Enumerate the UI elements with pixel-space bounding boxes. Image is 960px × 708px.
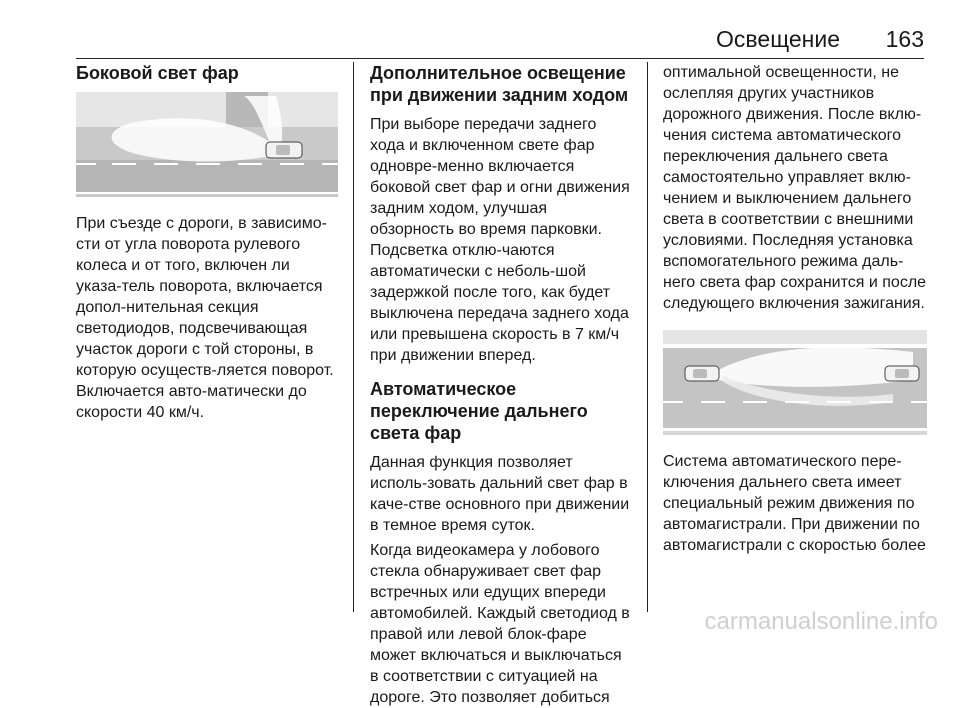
cornering-light-text: При съезде с дороги, в зависимо-сти от угла поворота рулевого колеса и от того, включен ли указа-тель поворота, включается допол-нительная секция светодиодов, подсвечивающая участок дороги с той стороны, в которую осуществ-ляется поворот. Включается авто-матически до скорости 40 км/ч. bbox=[76, 215, 334, 421]
motorway-mode-text: Система автоматического пере-ключения дальнего света имеет специальный режим движения по автомагистрали. При движении по автомагистрали с скоростью более bbox=[663, 453, 926, 554]
column-divider-left bbox=[353, 62, 354, 612]
leading-car-icon bbox=[885, 366, 919, 381]
car-icon bbox=[266, 142, 302, 158]
column-divider-right bbox=[647, 62, 648, 612]
own-car-icon bbox=[685, 366, 719, 381]
auto-high-beam-text-1: Данная функция позволяет исполь-зовать дальний свет фар в каче-стве основного при движении в темное время суток. bbox=[370, 454, 630, 534]
column-1 bbox=[76, 62, 338, 423]
page-number: 163 bbox=[885, 26, 924, 52]
auto-high-beam-heading: Автоматическое переключение дальнего света фар bbox=[370, 379, 588, 443]
section-title: Освещение bbox=[716, 26, 840, 52]
reverse-light-text: При выборе передачи заднего хода и включенном свете фар одновре-менно включается боковой свет фар и огни движения задним ходом, улучшая обзорность во время парковки. Подсветка отклю-чаются автоматически с неболь-шой задержкой после того, как будет выключена передача заднего хода или превышена скорость в 7 км/ч при движении вперед. bbox=[370, 116, 630, 364]
cornering-light-heading: Боковой свет фар bbox=[76, 63, 239, 83]
auto-high-beam-figure bbox=[663, 330, 927, 435]
auto-high-beam-text-3: оптимальной освещенности, не ослепляя других участников дорожного движения. После вклю-чения система автоматического переключения дальнего света самостоятельно управляет вклю-чением и выключением дальнего света в соответствии с внешними условиями. Последняя установка вспомогательного режима даль-него света фар сохранится и после следующего включения зажигания. bbox=[663, 64, 927, 312]
column-2 bbox=[370, 62, 632, 708]
header-rule bbox=[76, 58, 924, 59]
page-header bbox=[76, 18, 924, 50]
reverse-light-heading: Дополнительное освещение при движении задним ходом bbox=[370, 63, 629, 105]
cornering-light-figure bbox=[76, 92, 338, 197]
column-3 bbox=[663, 62, 927, 556]
watermark: carmanualsonline.info bbox=[704, 608, 938, 635]
auto-high-beam-text-2: Когда видеокамера у лобового стекла обнаруживает свет фар встречных или едущих впереди автомобилей. Каждый светодиод в правой или левой блок-фаре может включаться и выключаться в соответствии с ситуацией на дороге. Это позволяет добиться bbox=[370, 542, 630, 706]
auto-high-beam-drawing bbox=[663, 330, 927, 435]
cornering-light-drawing bbox=[76, 92, 338, 197]
